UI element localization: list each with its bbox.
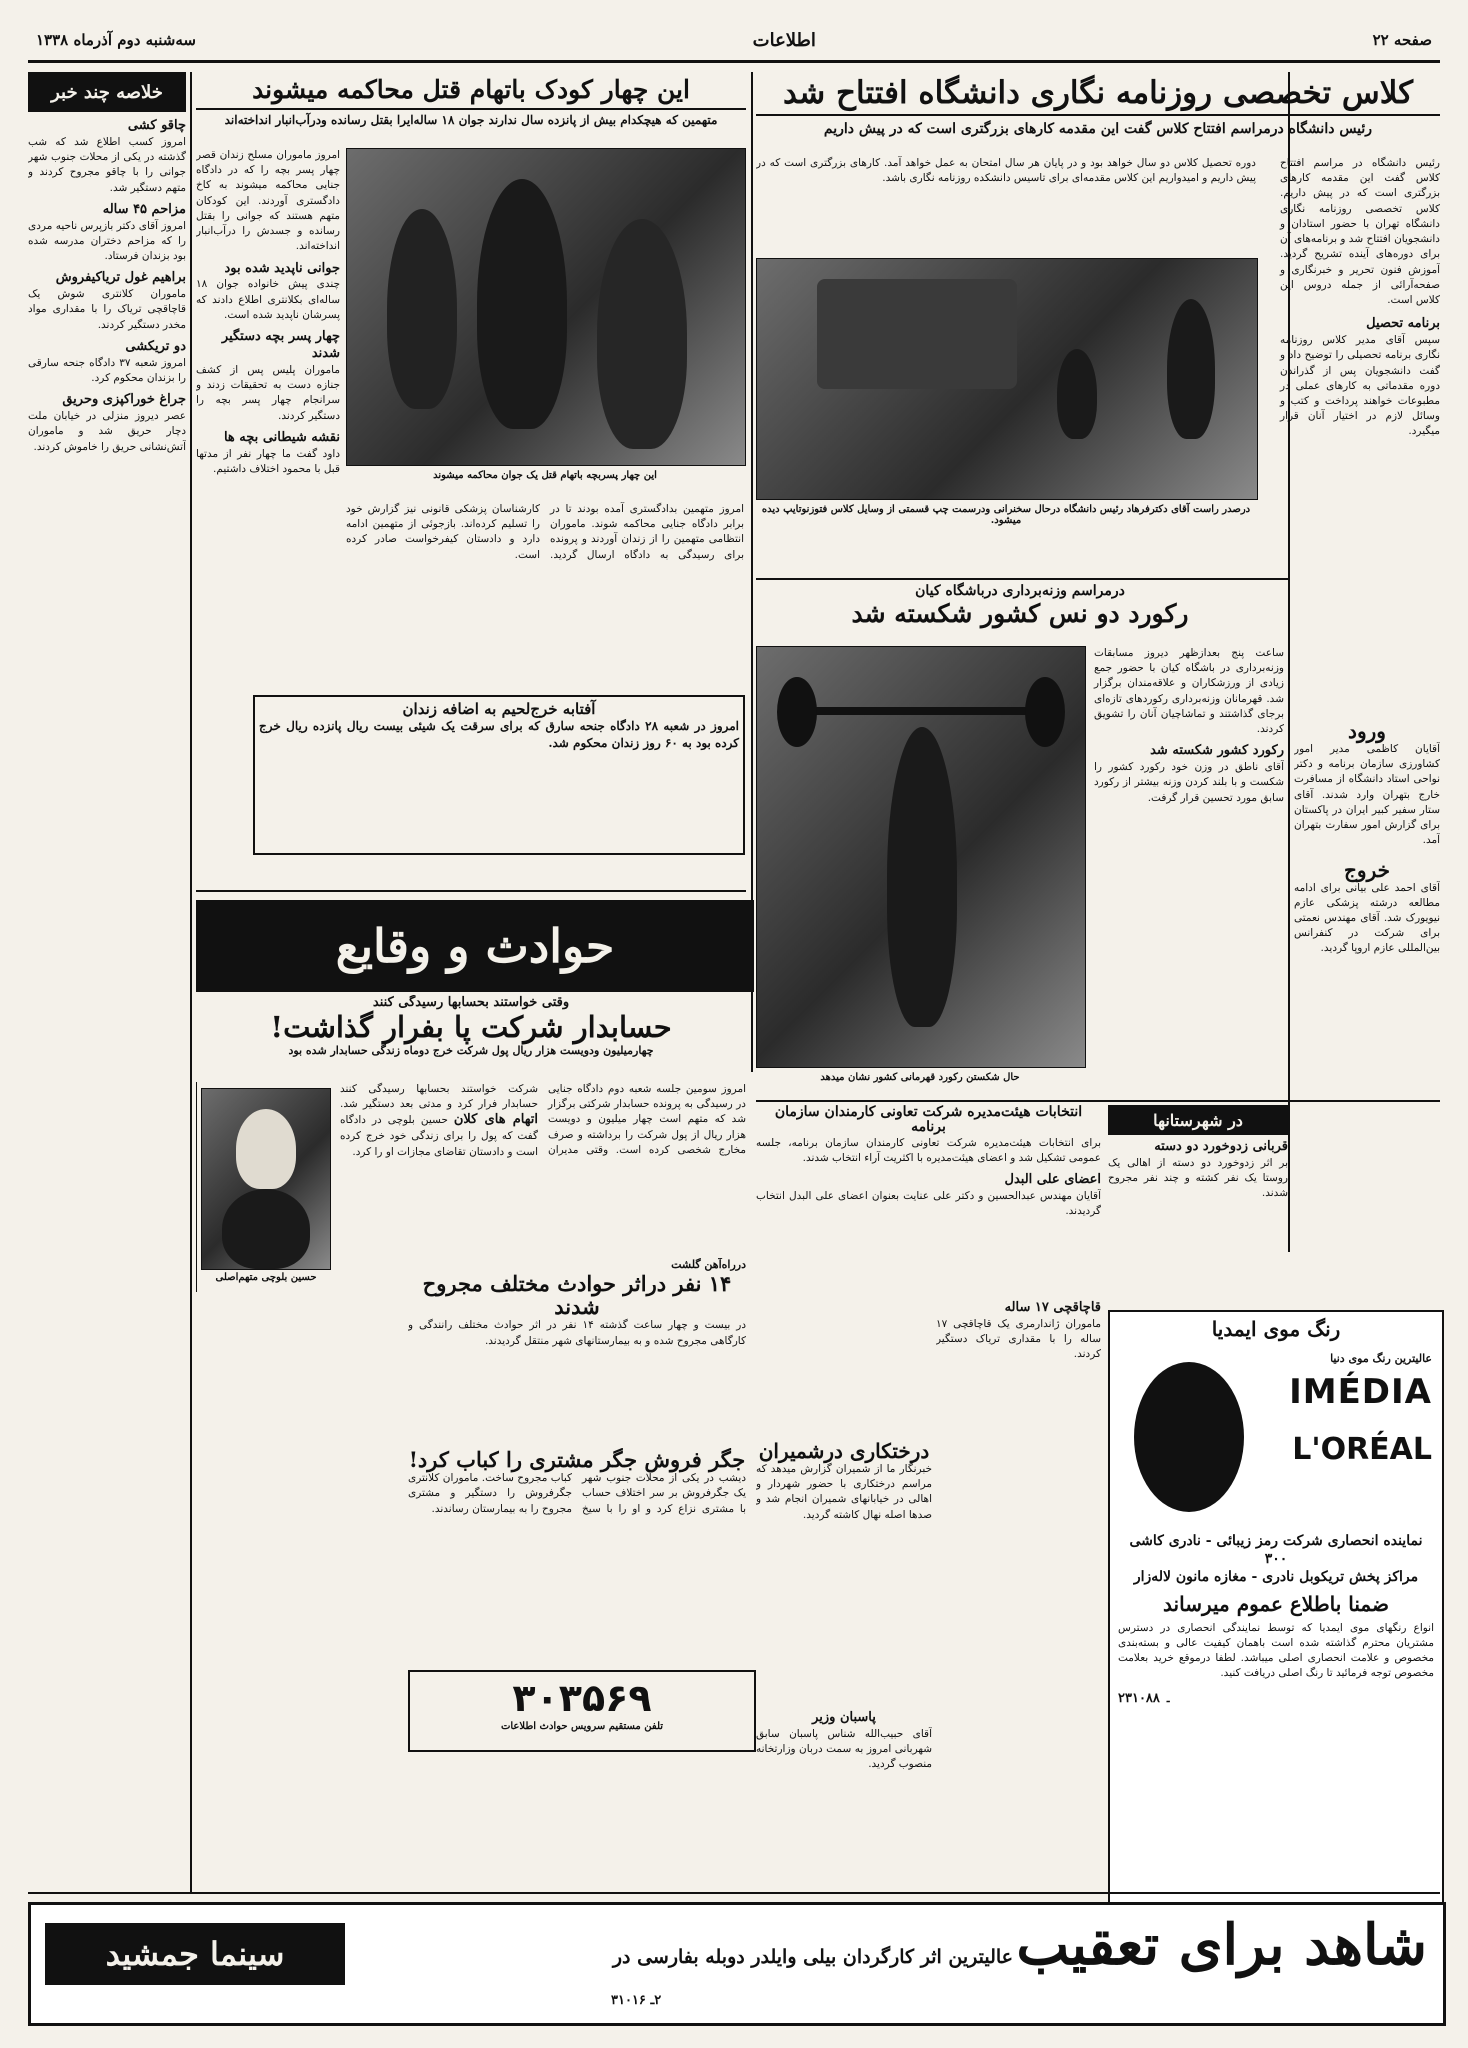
lead-photo bbox=[756, 258, 1258, 500]
column-rule bbox=[190, 72, 192, 1892]
model-head-icon bbox=[1134, 1362, 1244, 1512]
section-rule bbox=[756, 578, 1288, 580]
weightlifting-story: درمراسم وزنه‌برداری درباشگاه کیان رکورد دو نس کشور شکسته شد حال شکستن رکورد قهرمانی کشور نشان میدهد ساعت پنج بعدازظهر دیروز مسابقات وزنه‌برداری در باشگاه کیان با حضور جمع زیادی از ورزشکاران و علاقه‌مندان برگزار شد. قهرمانان وزنه‌برداری رکوردهای تازه‌ای برجای گذاشتند و تماشاچیان آنان را تشویق کردند. رکورد کشور شکسته شد آقای ناطق در وزن خود رکورد کشور را شکست و با بلند کردن وزنه بیشتر از رکورد سابق مورد تحسین قرار گرفت. bbox=[756, 582, 1284, 1102]
accidents-story: درراه‌آهن گلشت ۱۴ نفر دراثر حوادث مختلف مجروح شدند در بیست و چهار ساعت گذشته ۱۴ نفر در اثر حوادث مختلف رانندگی و کارگاهی مجروح شده و به بیمارستانهای شهر منتقل گردیدند. bbox=[408, 1258, 746, 1347]
trial-section-arrested: چهار پسر بچه دستگیر شدند bbox=[221, 329, 340, 361]
summary-title: خلاصه چند خبر bbox=[28, 72, 186, 112]
phone-number: ۳۰۳۵۶۹ bbox=[512, 1676, 652, 1720]
cinema-ad-subtitle: عالیترین اثر کارگردان بیلی وایلدر دوبله بفارسی در bbox=[612, 1946, 1013, 1968]
summary-item-1: چاقو کشی bbox=[127, 118, 186, 133]
accountant-photo-column bbox=[196, 1082, 335, 1292]
city-news-section-2: قاچاقچی ۱۷ ساله bbox=[1004, 1300, 1101, 1315]
accountant-kicker: وقتی خواستند بحسابها رسیدگی کنند bbox=[372, 995, 570, 1010]
weightlifting-section: رکورد کشور شکسته شد bbox=[1150, 743, 1284, 759]
section-rule bbox=[196, 890, 746, 892]
police-story: پاسبان وزیر آقای حبیب‌الله شناس پاسبان سابق شهربانی امروز به سمت دربان وزارتخانه منصوب گردید. bbox=[756, 1710, 932, 1771]
loreal-tag: عالیترین رنگ موی دنیا bbox=[1330, 1352, 1432, 1365]
tree-story: درختکاری درشمیران خبرنگار ما از شمیران گزارش میدهد که مراسم درختکاری با حضور شهردار و اهالی در خیابانهای شمیران انجام شد و صدها اصله نهال کاشته گردید. bbox=[756, 1440, 932, 1521]
summary-item-3: براهیم غول ترياکيفروش bbox=[55, 270, 186, 286]
city-news-title: در شهرستانها bbox=[1108, 1105, 1288, 1135]
elections-title: انتخابات هیئت‌مدیره شرکت تعاونی کارمندان سازمان برنامه bbox=[774, 1105, 1083, 1136]
trial-headline: این چهار کودک باتهام قتل محاکمه میشوند bbox=[196, 72, 746, 110]
accountant-subtitle: چهارمیلیون ودویست هزار ریال پول شرکت خرج دوماه زندگی حسابدار شده بود bbox=[288, 1043, 654, 1057]
lead-section: برنامه تحصیل bbox=[1366, 316, 1440, 332]
weightlifting-eyebrow: درمراسم وزنه‌برداری درباشگاه کیان bbox=[915, 583, 1125, 599]
city-news-section-1: قربانی زدوخورد دو دسته bbox=[1154, 1139, 1288, 1154]
loreal-ref: ۲۔ ۳۱۰۸۸ bbox=[1118, 1691, 1173, 1707]
liver-story: جگر فروش جگر مشتری را کباب کرد! دیشب در یکی از محلات جنوب شهر یک جگرفروش بر سر اختلاف حساب با مشتری نزاع کرد و او را با سیخ کباب مجروح ساخت. ماموران کلانتری جگرفروش را دستگیر و مشتری مجروح را به بیمارستان رساندند. bbox=[408, 1448, 746, 1515]
aftabeh-title: آفتابه خرج‌لحیم به اضافه زندان bbox=[402, 700, 596, 718]
cinema-ad-ref: ۲ـ ۳۱۰۱۶ bbox=[611, 1993, 662, 2008]
aftabeh-box bbox=[253, 695, 745, 855]
cinema-ad-title: شاهد برای تعقیب bbox=[1016, 1912, 1427, 1978]
loreal-line3: ضمنا باطلاع عموم میرساند bbox=[1163, 1591, 1389, 1616]
paper-name: اطلاعات bbox=[752, 29, 816, 51]
loreal-ad[interactable]: رنگ موی ایمدیا IMÉDIA L'ORÉAL عالیترین رنگ موی دنیا نماینده انحصاری شرکت رمز زیبائی - نادری کاشی ۳۰۰ مراکز پخش تریکوبل نادری - مغازه مانون لاله‌زار ضمنا باطلاع عموم میرساند انواع رنگهای موی ایمدیا که توسط نمایندگی انحصاری در دسترس مشتریان محترم گذاشته شده است باهمان کیفیت عالی و بسته‌بندی مخصوص و علامت انحصاری اصلی میباشد. لطفا درموقع خرید بعلامت مخصوص توجه فرمائید تا رنگ اصلی دریافت کنید. ۲۔ ۳۱۰۸۸ bbox=[1108, 1310, 1444, 1904]
summary-item-4: دو تریکشی bbox=[125, 338, 186, 354]
weightlifting-caption: حال شکستن رکورد قهرمانی کشور نشان میدهد bbox=[820, 1072, 1020, 1083]
accidents-title: ۱۴ نفر دراثر حوادث مختلف مجروح شدند bbox=[422, 1271, 732, 1320]
elections-story: انتخابات هیئت‌مدیره شرکت تعاونی کارمندان سازمان برنامه برای انتخابات هیئت‌مدیره شرکت تعاونی کارمندان سازمان برنامه، جلسه عمومی تشکیل شد و اعضای هیئت‌مدیره با اکثریت آراء انتخاب شدند. اعضای علی البدل آقایان مهندس عبدالحسین و دکتر علی عنایت بعنوان اعضای علی البدل انتخاب گردیدند. bbox=[756, 1105, 1101, 1218]
accountant-title: حسابدار شرکت پا بفرار گذاشت! bbox=[270, 1009, 672, 1044]
loreal-brand-loreal: L'ORÉAL bbox=[1292, 1432, 1432, 1467]
cinema-ad[interactable] bbox=[28, 1902, 1446, 2026]
phone-ad[interactable] bbox=[408, 1670, 756, 1752]
loreal-line2: مراکز پخش تریکوبل نادری - مغازه مانون لاله‌زار bbox=[1133, 1569, 1419, 1586]
tree-title: درختکاری درشمیران bbox=[758, 1440, 930, 1463]
lead-story: کلاس تخصصی روزنامه نگاری دانشگاه افتتاح شد رئیس دانشگاه درمراسم افتتاح کلاس گفت این مقدمه کارهای بزرگتری است که در پیش داریم رئیس دانشگاه در مراسم افتتاح کلاس گفت این مقدمه کارهای بزرگتری است که در پیش داریم. کلاس تخصصی روزنامه نگاری دانشگاه تهران با حضور استادان و دانشجویان افتتاح شد و برنامه‌های آن برای دوره‌های آینده تشریح گردید. آموزش فنون تحریر و خبرنگاری و صفحه‌آرائی از جمله دروس این کلاس است. برنامه تحصیل سپس آقای مدیر کلاس روزنامه نگاری برنامه تحصیلی را توضیح داد و گفت دانشجویان پس از گذراندن دوره مقدماتی به کارهای عملی در مطبوعات خواهند پرداخت و کتب و وسائل لازم در اختیار آنان قرار میگیرد. دوره تحصیل کلاس دو سال خواهد بود و در پایان هر سال امتحان به عمل خواهد آمد. کارهای بزرگتری است که در پیش داریم و امیدواریم این کلاس مقدمه‌ای برای تاسیس دانشکده روزنامه نگاری باشد. درصدر راست آقای دکترفرهاد رئیس دانشگاه درحال سخنرانی ودرسمت چپ قسمتی از وسایل کلاس فتوزنوتایپ دیده میشود. bbox=[756, 72, 1440, 712]
weightlifting-title: رکورد دو نس کشور شکسته شد bbox=[851, 599, 1189, 629]
departures-title: خروج bbox=[1344, 857, 1390, 882]
newspaper-page bbox=[28, 20, 1440, 2030]
lead-headline: کلاس تخصصی روزنامه نگاری دانشگاه افتتاح شد bbox=[756, 72, 1440, 116]
loreal-line1: نماینده انحصاری شرکت رمز زیبائی - نادری کاشی ۳۰۰ bbox=[1129, 1533, 1423, 1568]
trial-caption: این چهار پسربچه باتهام قتل یک جوان محاکمه میشوند bbox=[433, 470, 657, 481]
summary-item-5: جراغ خوراکپزی وحریق bbox=[62, 392, 186, 408]
arrivals-column: ورود آقایان کاظمی مدیر امور کشاورزی سازمان برنامه و دکتر نواحی استاد دانشگاه از مسافرت خارج بتهران وارد شدند. آقای ستار سفیر کبیر ایران در پاکستان برای گزارش امور سفارت بتهران آمد. خروج آقای احمد علی بیانی برای ادامه مطالعه درشته پزشکی عازم نیویورک شد. آقای مهندس نعمتی برای شرکت در کنفرانس بین‌المللی عازم اروپا گردید. bbox=[1294, 720, 1440, 955]
liver-title: جگر فروش جگر مشتری را کباب کرد! bbox=[408, 1448, 746, 1472]
weightlifting-photo bbox=[756, 646, 1086, 1068]
page-date: سه‌شنبه دوم آذرماه ۱۳۳۸ bbox=[36, 31, 196, 49]
events-logo: حوادث و وقایع bbox=[196, 900, 754, 992]
trial-section-plot: نقشه شیطانی بچه ها bbox=[223, 429, 340, 445]
smuggler-story: قاچاقچی ۱۷ ساله ماموران ژاندارمری یک قاچاقچی ۱۷ ساله را با مقداری تریاک دستگیر کردند. bbox=[936, 1300, 1101, 1361]
summary-item-2: مزاحم ۴۵ ساله bbox=[102, 201, 186, 217]
loreal-title: رنگ موی ایمدیا bbox=[1211, 1317, 1341, 1341]
loreal-brand-imedia: IMÉDIA bbox=[1289, 1372, 1432, 1412]
lead-subtitle: رئیس دانشگاه درمراسم افتتاح کلاس گفت این مقدمه کارهای بزرگتری است که در پیش داریم bbox=[823, 121, 1373, 138]
trial-photo bbox=[346, 148, 746, 466]
aftabeh-text: امروز در شعبه ۲۸ دادگاه جنحه سارق که برای سرقت یک شیئی بیست ریال پانزده ریال خرج کرده بود به ۶۰ روز زندان محکوم شد. bbox=[259, 718, 740, 750]
lead-caption: درصدر راست آقای دکترفرهاد رئیس دانشگاه درحال سخنرانی ودرسمت چپ قسمتی از وسایل کلاس فتوزنوتایپ دیده میشود. bbox=[761, 504, 1251, 526]
city-news: در شهرستانها قربانی زدوخورد دو دسته بر اثر زدوخورد دو دسته از اهالی یک روستا یک نفر کشته و چند نفر مجروح شدند. bbox=[1108, 1105, 1288, 1305]
accountant-caption: حسین بلوچی متهم‌اصلی bbox=[215, 1272, 317, 1283]
police-title: پاسبان وزیر bbox=[812, 1710, 876, 1725]
accidents-section: درراه‌آهن گلشت bbox=[671, 1258, 746, 1271]
arrivals-title: ورود bbox=[1348, 720, 1386, 743]
accountant-photo bbox=[201, 1088, 331, 1270]
elections-section: اعضای علی البدل bbox=[1004, 1172, 1101, 1188]
page-number: صفحه ۲۲ bbox=[1372, 31, 1432, 49]
cinema-name: سینما جمشید bbox=[45, 1923, 345, 1985]
section-rule bbox=[756, 1100, 1440, 1102]
section-rule bbox=[28, 1892, 1440, 1894]
accountant-section: اتهام های کلان bbox=[453, 1112, 538, 1128]
phone-caption: تلفن مستقیم سرویس حوادث اطلاعات bbox=[500, 1721, 664, 1732]
summary-column: خلاصه چند خبر چاقو کشی امروز کسب اطلاع شد که شب گذشته در یکی از محلات جنوب شهر جوانی را با چاقو مجروح کردند و متهم دستگیر شد. مزاحم ۴۵ ساله امروز آقای دکتر بازپرس ناحیه مردی را که مزاحم دختران مدرسه شده بود بزندان فرستاد. براهیم غول ترياکيفروش ماموران کلانتری شوش یک قاچاقچی تریاک را با مقداری مواد مخدر دستگیر کردند. دو تریکشی امروز شعبه ۳۷ دادگاه جنحه سارقی را بزندان محکوم کرد. جراغ خوراکپزی وحریق عصر دیروز منزلی در خیابان ملت دچار حریق شد و ماموران آتش‌نشانی حریق را خاموش کردند. bbox=[28, 72, 186, 972]
masthead bbox=[28, 20, 1440, 63]
accountant-body: امروز سومین جلسه شعبه دوم دادگاه جنایی در رسیدگی به پرونده حسابدار شرکتی برگزار شد که متهم است چهار میلیون و دویست هزار ریال از پول شرکت را برداشته و صرف مخارج شخصی کرده است. وقتی مدیران شرکت خواستند بحسابها رسیدگی کنند حسابدار فرار کرد و مدتی بعد دستگیر شد. اتهام های کلان حسین بلوچی در دادگاه گفت که پول را برای زندگی خود خرج کرده است و دادستان تقاضای مجازات او را کرد. bbox=[340, 1083, 746, 1158]
trial-subtitle: متهمین که هیچکدام بیش از پانزده سال ندارند جوان ۱۸ ساله‌ایرا بقتل رسانده ودرآب‌انبار انداخته‌اند bbox=[224, 112, 718, 127]
trial-story: این چهار کودک باتهام قتل محاکمه میشوند متهمین که هیچکدام بیش از پانزده سال ندارند جوان ۱۸ ساله‌ایرا بقتل رسانده ودرآب‌انبار انداخته‌اند این چهار پسربچه باتهام قتل یک جوان محاکمه میشوند امروز ماموران مسلح زندان قصر چهار پسر بچه را که در دادگاه جنایی محاکمه میشوند به کاخ دادگستری آوردند. این کودکان متهم هستند که جوانی را بقتل رسانده و جسدش را درآب‌انبار انداخته‌اند. جوانی ناپدید شده بود چندی پیش خانواده جوان ۱۸ ساله‌ای بکلانتری اطلاع دادند که پسرشان ناپدید شده است. چهار پسر بچه دستگیر شدند ماموران پلیس پس از کشف جنازه دست به تحقیقات زدند و سرانجام چهار پسر بچه را دستگیر کردند. نقشه شیطانی بچه ها داود گفت ما چهار نفر از مدتها قبل با محمود اختلاف داشتیم. امروز متهمین بدادگستری آمده بودند تا در برابر دادگاه جنایی محاکمه شوند. ماموران انتظامی متهمین را از زندان آوردند و پرونده برای رسیدگی به دادگاه ارسال گردید. کارشناسان پزشکی قانونی نیز گزارش خود را تسلیم کرده‌اند. بازجوئی از متهمین ادامه دارد و دادستان کیفرخواست صادر کرده است. bbox=[196, 72, 746, 902]
trial-section-missing: جوانی ناپدید شده بود bbox=[224, 260, 340, 276]
